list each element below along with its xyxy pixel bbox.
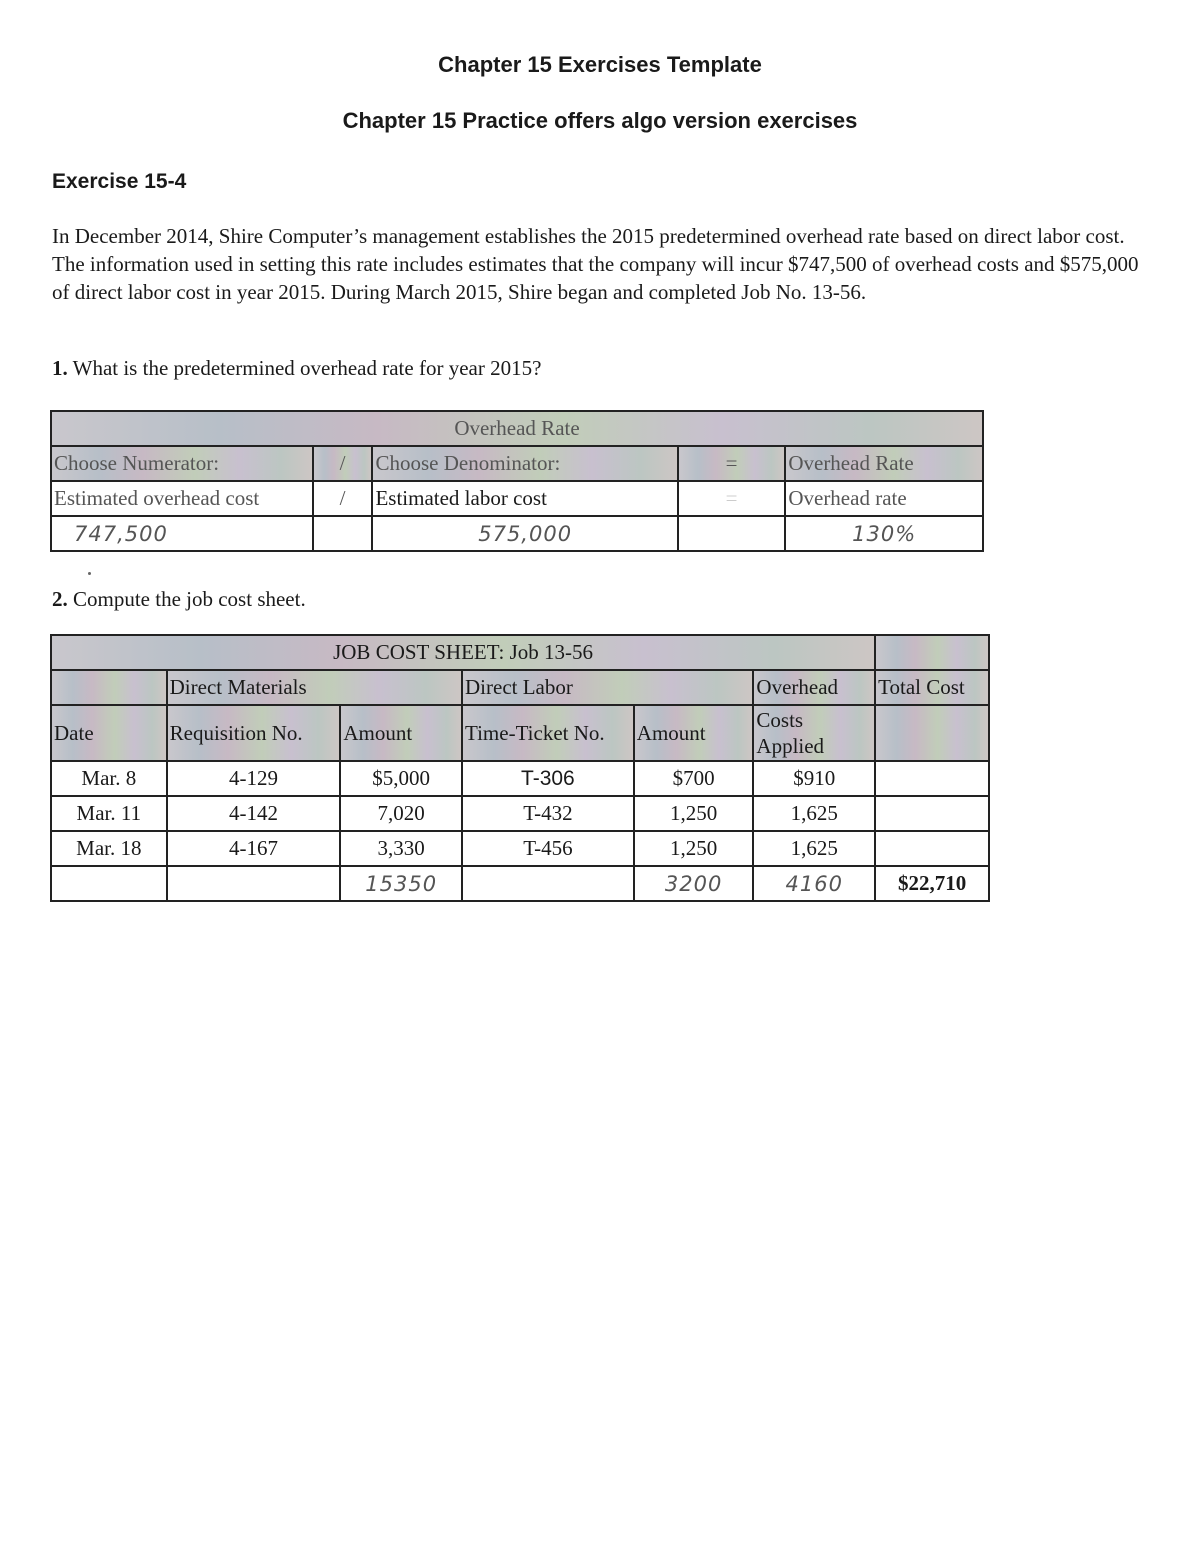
exercise-heading: Exercise 15-4	[52, 170, 187, 193]
empty-cell	[51, 670, 167, 705]
division-sign: /	[313, 446, 373, 481]
result-select[interactable]: Overhead rate	[785, 481, 983, 516]
overhead-applied-header	[753, 705, 875, 761]
row-date: Mar. 11	[51, 796, 167, 831]
row-time-ticket: T-306	[462, 761, 634, 796]
empty-cell	[678, 516, 786, 551]
empty-cell	[875, 761, 989, 796]
row-date: Mar. 8	[51, 761, 167, 796]
question-1	[52, 356, 541, 381]
row-requisition: 4-142	[167, 796, 341, 831]
total-cost-value: $22,710	[875, 866, 989, 901]
overhead-total-value[interactable]: 4160	[753, 866, 875, 901]
overhead-applied-label: Applied	[756, 734, 825, 758]
direct-materials-header: Direct Materials	[167, 670, 462, 705]
dm-total-value[interactable]: 15350	[340, 866, 462, 901]
question-2-text: Compute the job cost sheet.	[73, 587, 306, 611]
question-2-number: 2.	[52, 587, 68, 611]
empty-cell	[462, 866, 634, 901]
numerator-value[interactable]: 747,500	[51, 516, 313, 551]
row-overhead: 1,625	[753, 831, 875, 866]
row-overhead: 1,625	[753, 796, 875, 831]
table-row	[51, 831, 989, 866]
dl-amount-header: Amount	[634, 705, 754, 761]
empty-cell	[51, 866, 167, 901]
date-header: Date	[51, 705, 167, 761]
direct-labor-header: Direct Labor	[462, 670, 753, 705]
row-dl-amount: 1,250	[634, 831, 754, 866]
division-sign-2: /	[313, 481, 373, 516]
empty-cell	[167, 866, 341, 901]
row-overhead: $910	[753, 761, 875, 796]
question-2	[52, 587, 306, 612]
result-label: Overhead Rate	[785, 446, 983, 481]
dm-amount-header: Amount	[340, 705, 462, 761]
row-time-ticket: T-456	[462, 831, 634, 866]
row-dm-amount: 3,330	[340, 831, 462, 866]
empty-cell	[875, 705, 989, 761]
page-subtitle: Chapter 15 Practice offers algo version exercises	[342, 108, 858, 133]
row-dl-amount: 1,250	[634, 796, 754, 831]
requisition-header: Requisition No.	[167, 705, 341, 761]
denominator-value[interactable]: 575,000	[372, 516, 677, 551]
row-dl-amount: $700	[634, 761, 754, 796]
table-row	[51, 796, 989, 831]
overhead-rate-table	[50, 410, 984, 552]
totals-row	[51, 866, 989, 901]
problem-text: In December 2014, Shire Computer’s management establishes the 2015 predetermined overhead rate based on direct labor cost. The information used in setting this rate includes estimates that the company will incur $747,500 of overhead costs and $575,000 of direct labor cost in year 2015. During March 2015, Shire began and completed Job No. 13-56.	[52, 224, 1139, 304]
overhead-header: Overhead	[753, 670, 875, 705]
overhead-costs-label: Costs	[756, 708, 804, 732]
empty-cell	[875, 635, 989, 670]
total-cost-header: Total Cost	[875, 670, 989, 705]
equals-sign-2: =	[678, 481, 786, 516]
equals-sign: =	[678, 446, 786, 481]
row-dm-amount: $5,000	[340, 761, 462, 796]
empty-cell	[313, 516, 373, 551]
row-requisition: 4-129	[167, 761, 341, 796]
result-value[interactable]: 130%	[785, 516, 983, 551]
table-row	[51, 761, 989, 796]
empty-cell	[875, 831, 989, 866]
question-1-text: What is the predetermined overhead rate for year 2015?	[72, 356, 542, 380]
numerator-label: Choose Numerator:	[51, 446, 313, 481]
numerator-select[interactable]: Estimated overhead cost	[51, 481, 313, 516]
empty-cell	[875, 796, 989, 831]
denominator-select[interactable]: Estimated labor cost	[372, 481, 677, 516]
question-1-number: 1.	[52, 356, 68, 380]
page-title: Chapter 15 Exercises Template	[438, 52, 762, 77]
row-requisition: 4-167	[167, 831, 341, 866]
row-dm-amount: 7,020	[340, 796, 462, 831]
stray-mark	[88, 572, 91, 575]
job-cost-sheet-table	[50, 634, 990, 902]
row-time-ticket: T-432	[462, 796, 634, 831]
denominator-label: Choose Denominator:	[372, 446, 677, 481]
job-cost-sheet-title: JOB COST SHEET: Job 13-56	[51, 635, 875, 670]
time-ticket-header: Time-Ticket No.	[462, 705, 634, 761]
row-date: Mar. 18	[51, 831, 167, 866]
overhead-rate-title: Overhead Rate	[51, 411, 983, 446]
dl-total-value[interactable]: 3200	[634, 866, 754, 901]
